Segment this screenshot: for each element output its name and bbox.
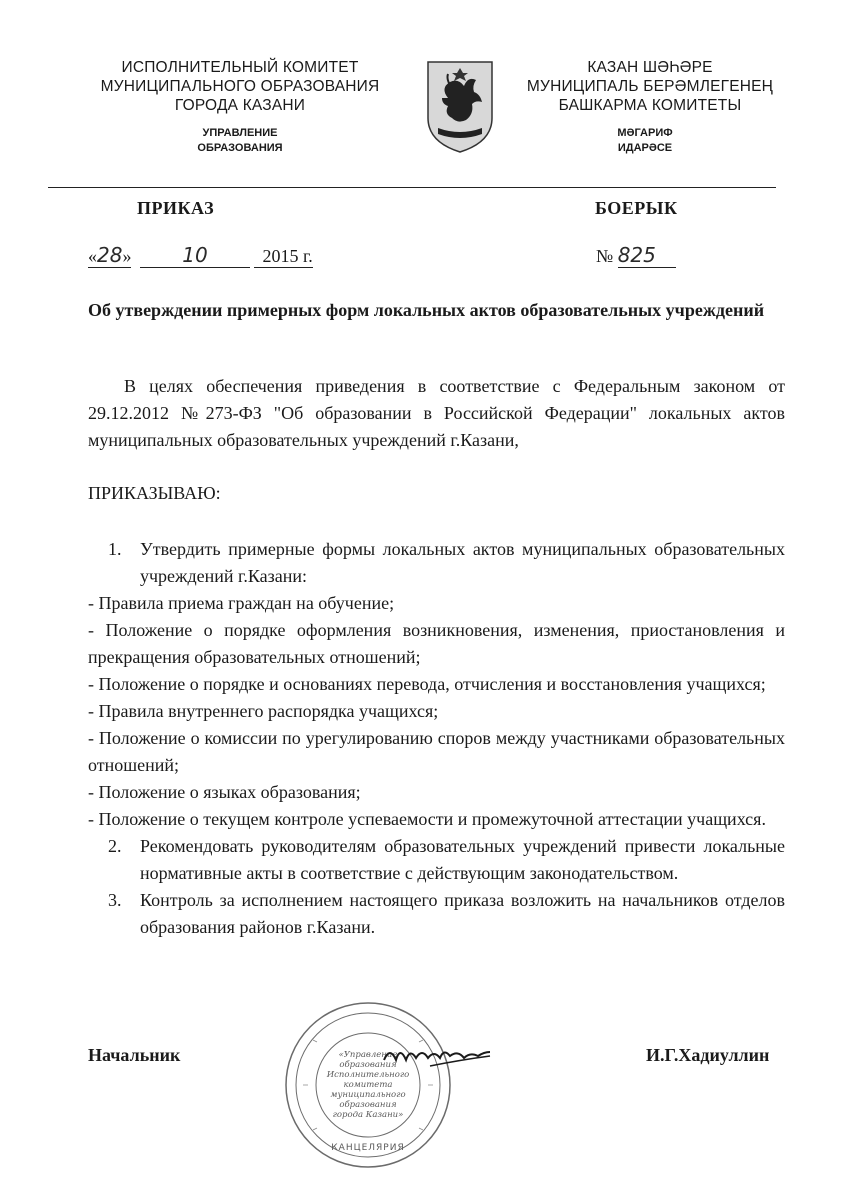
item-text: Рекомендовать руководителям образовательных учреждений привести локальные нормативные акты в соответствие с действующим законодательством. <box>140 836 785 883</box>
order-date <box>88 243 313 268</box>
stamp-bottom-text: КАНЦЕЛЯРИЯ <box>331 1143 405 1153</box>
sub-list-item: - Правила приема граждан на обучение; <box>88 593 395 613</box>
date-month: 10 <box>182 243 208 267</box>
signatory-name: И.Г.Хадиуллин <box>646 1045 770 1065</box>
order-verb: ПРИКАЗЫВАЮ: <box>88 483 221 503</box>
number-field <box>618 243 676 268</box>
issuer-name-russian <box>80 58 400 115</box>
sub-list-item: - Положение о порядке оформления возникновения, изменения, приостановления и прекращения образовательных отношений; <box>88 620 785 667</box>
list-item <box>88 833 785 887</box>
issuer-line: МУНИЦИПАЛЬ БЕРӘМЛЕГЕНЕҢ <box>526 78 774 95</box>
date-year: 2015 г. <box>254 246 312 268</box>
issuer-line: КАЗАН ШӘҺӘРЕ <box>587 59 713 76</box>
stamp-line: образования <box>339 1100 397 1110</box>
number-value: 825 <box>617 243 656 267</box>
issuer-subdivision-russian <box>160 126 320 156</box>
order-title-russian: ПРИКАЗ <box>137 198 215 218</box>
sub-list-item: - Правила внутреннего распорядка учащихся; <box>88 701 439 721</box>
order-title-tatar: БОЕРЫК <box>595 198 678 218</box>
sub-list-item: - Положение о комиссии по урегулированию споров между участниками образовательных отношений; <box>88 728 785 775</box>
stamp-line: муниципального <box>330 1090 406 1100</box>
item-number: 3. <box>108 890 122 910</box>
issuer-line: ИСПОЛНИТЕЛЬНЫЙ КОМИТЕТ <box>121 59 359 76</box>
issuer-line: БАШКАРМА КОМИТЕТЫ <box>558 97 742 114</box>
order-number <box>596 243 676 268</box>
stamp-line: «Управление <box>338 1050 398 1060</box>
issuer-line: ГОРОДА КАЗАНИ <box>174 97 306 114</box>
sub-list-item: - Положение о языках образования; <box>88 782 361 802</box>
handwritten-signature-icon <box>380 1036 500 1072</box>
subdivision-line: УПРАВЛЕНИЕ <box>202 127 278 139</box>
item-number: 1. <box>108 539 122 559</box>
sub-list-item: - Положение о текущем контроле успеваемости и промежуточной аттестации учащихся. <box>88 809 766 829</box>
issuer-subdivision-tatar <box>575 126 715 156</box>
issuer-name-tatar <box>500 58 800 115</box>
header-divider <box>48 187 776 188</box>
item-text: Контроль за исполнением настоящего приказа возложить на начальников отделов образования районов г.Казани. <box>140 890 785 937</box>
stamp-line: Исполнительного <box>326 1070 410 1080</box>
date-day-field <box>88 243 131 268</box>
date-month-field <box>140 243 250 268</box>
date-close-quote: » <box>122 246 132 266</box>
list-item <box>88 887 785 941</box>
order-items <box>88 536 785 941</box>
date-open-quote: « <box>88 246 97 266</box>
list-item <box>88 536 785 590</box>
order-subject: Об утверждении примерных форм локальных актов образовательных учреждений <box>88 300 765 320</box>
sub-list-item: - Положение о порядке и основаниях перевода, отчисления и восстановления учащихся; <box>88 674 766 694</box>
subdivision-line: ОБРАЗОВАНИЯ <box>197 142 283 154</box>
item-text: Утвердить примерные формы локальных актов муниципальных образовательных учреждений г.Казани: <box>140 539 785 586</box>
item-number: 2. <box>108 836 122 856</box>
official-stamp-icon <box>283 1000 453 1170</box>
number-prefix: № <box>596 246 614 266</box>
subdivision-line: ИДАРӘСЕ <box>617 142 673 154</box>
preamble-paragraph: В целях обеспечения приведения в соответствие с Федеральным законом от 29.12.2012 №273-ФЗ "Об образовании в Российской Федерации" локальных актов муниципальных образовательных учреждений г.Казани, <box>88 376 785 450</box>
stamp-line: образования <box>339 1060 397 1070</box>
stamp-line: комитета <box>343 1080 393 1090</box>
subdivision-line: МӘГАРИФ <box>617 127 673 139</box>
kazan-coat-of-arms-icon <box>424 58 496 156</box>
date-day: 28 <box>97 243 123 267</box>
stamp-line: города Казани» <box>332 1110 404 1120</box>
signatory-position: Начальник <box>88 1045 181 1065</box>
issuer-line: МУНИЦИПАЛЬНОГО ОБРАЗОВАНИЯ <box>100 78 380 95</box>
